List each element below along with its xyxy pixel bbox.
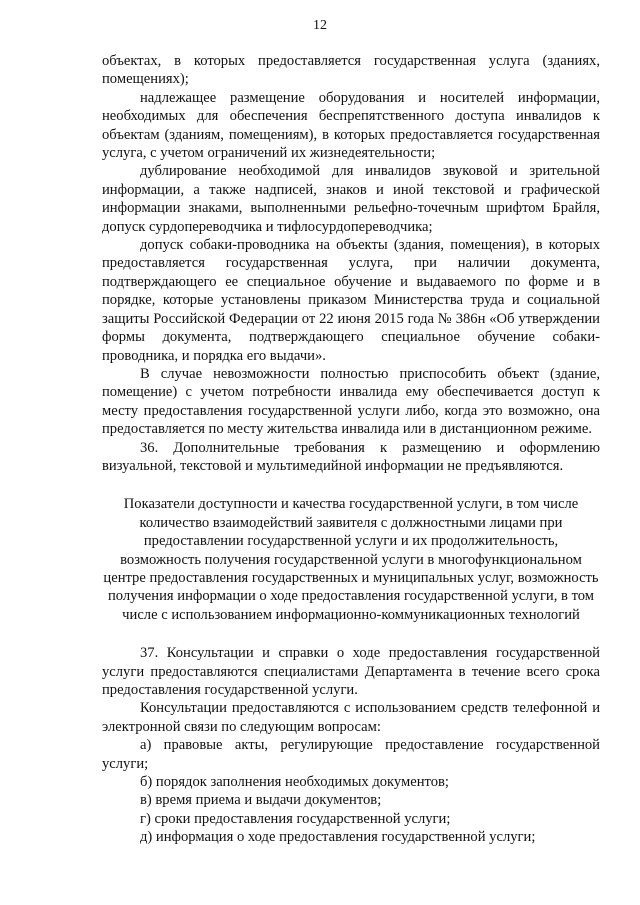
paragraph-guide-dog-access: допуск собаки-проводника на объекты (здания, помещения), в которых предоставляется государственная услуга, при наличии документа, подтверждающего ее специальное обучение и выдаваемого по форме и в порядке, которые установлены приказом Министерства труда и социальной защиты Российской Федерации от 22 июня 2015 года № 386н «Об утверждении формы документа, подтверждающего специальное обучение собаки-проводника, и порядка его выдачи». [102,237,600,364]
list-item-d: д) информация о ходе предоставления государственной услуги; [140,829,536,846]
paragraph-equipment-placement: надлежащее размещение оборудования и носителей информации, необходимых для обеспечения беспрепятственного доступа инвалидов к объектам (зданиям, помещениям), в которых предоставляется государственная услуга, с учетом ограничений их жизнедеятельности; [102,89,600,162]
paragraph-item-36: 36. Дополнительные требования к размещению и оформлению визуальной, текстовой и мультимедийной информации не предъявляются. [102,439,600,474]
paragraph-facilities-end: объектах, в которых предоставляется государственная услуга (зданиях, помещениях); [102,53,600,88]
list-item-v: в) время приема и выдачи документов; [140,792,382,809]
list-item-a: а) правовые акты, регулирующие предоставление государственной услуги; [102,737,600,772]
paragraph-accessibility-fallback: В случае невозможности полностью приспособить объект (здание, помещение) с учетом потребности инвалида ему обеспечивается доступ к месту предоставления государственной услуги либо, когда это возможно, она предоставляется по месту жительства инвалида или в дистанционном режиме. [102,365,600,438]
section-heading: Показатели доступности и качества государственной услуги, в том числе количество взаимодействий заявителя с должностными лицами при предоставлении государственной услуги и их продолжительность, возможность получения государственной услуги в многофункциональном центре предоставления государственных и муниципальных услуг, возможность получения информации о ходе предоставления государственной услуги, в том числе с использованием информационно-коммуникационных технологий [103,496,599,623]
list-item-b: б) порядок заполнения необходимых документов; [140,774,449,791]
document-body [102,52,600,847]
paragraph-information-duplication: дублирование необходимой для инвалидов звуковой и зрительной информации, а также надписей, знаков и иной текстовой и графической информации знаками, выполненными рельефно-точечным шрифтом Брайля, допуск сурдопереводчика и тифлосурдопереводчика; [102,163,600,235]
paragraph-consultations-intro: Консультации предоставляются с использованием средств телефонной и электронной связи по следующим вопросам: [102,700,600,735]
page-number: 12 [313,18,327,33]
paragraph-item-37: 37. Консультации и справки о ходе предоставления государственной услуги предоставляются специалистами Департамента в течение всего срока предоставления государственной услуги. [102,645,600,698]
list-item-g: г) сроки предоставления государственной услуги; [140,810,451,827]
